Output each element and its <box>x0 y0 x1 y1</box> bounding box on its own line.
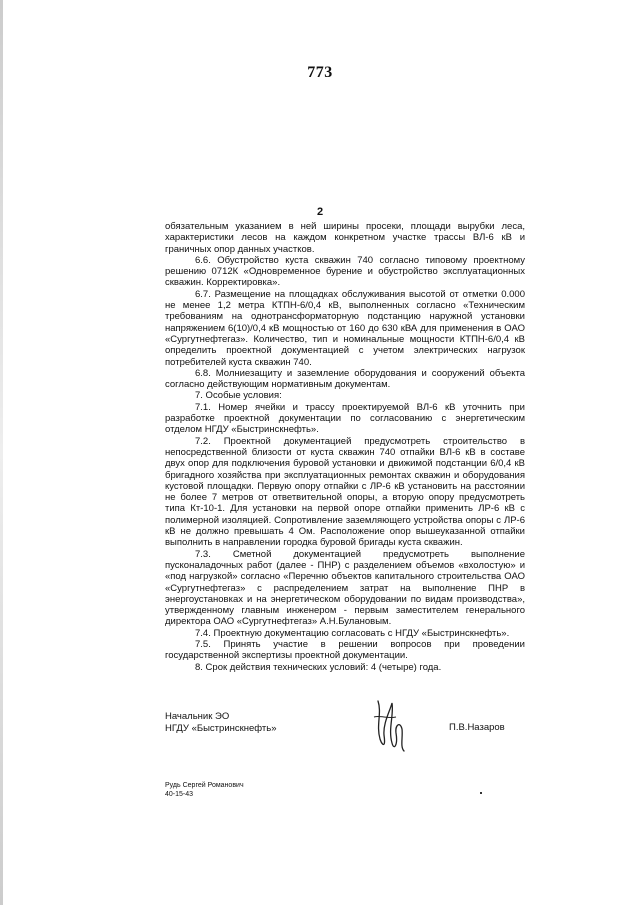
paragraph-7-3: 7.3. Сметной документацией предусмотреть выполнение пусконаладочных работ (далее - ПНР) с разделением объемов «вхолостую» и «под нагрузкой» согласно «Перечню объектов капитального строительства ОАО «Сургутнефтегаз» с распределением затрат на выполнение ПНР в энергоустановках и на энергетическом оборудовании по видам производства», утвержденному главным инженером - первым заместителем генерального директора ОАО «Сургутнефтегаз» А.Н.Булановым. <box>165 548 525 628</box>
paragraph-1: обязательным указанием в ней ширины просеки, площади вырубки леса, характеристики лесов на каждом конкретном участке трассы ВЛ-6 кВ и граничных опор данных участков. <box>165 221 525 255</box>
paragraph-6-7: 6.7. Размещение на площадках обслуживания высотой от отметки 0.000 не менее 1,2 метра КТПН-6/0,4 кВ, выполненных согласно «Техническим требованиям на однотрансформаторную подстанцию наружной установки напряжением 6(10)/0,4 кВ мощностью от 160 до 630 кВА для применения в ОАО «Сургутнефтегаз». Количество, тип и номинальные мощности КТПН-6/0,4 кВ определить проектной документацией с учетом электрических нагрузок потребителей куста скважин 740. <box>165 288 525 368</box>
document-body <box>165 221 525 673</box>
signatory-block <box>165 711 277 735</box>
contact-block <box>165 781 244 799</box>
page-number-inner: 2 <box>316 206 324 218</box>
scan-speck <box>480 792 482 794</box>
paragraph-7-5: 7.5. Принять участие в решении вопросов при проведении государственной экспертизы проектной документации. <box>165 638 525 662</box>
contact-phone: 40-15-43 <box>165 791 194 798</box>
paragraph-8: 8. Срок действия технических условий: 4 (четыре) года. <box>195 661 442 673</box>
scan-edge <box>0 0 3 905</box>
paragraph-7-header: 7. Особые условия: <box>195 390 282 402</box>
paragraph-6-8: 6.8. Молниезащиту и заземление оборудования и сооружений объекта согласно действующим нормативным документам. <box>165 367 525 391</box>
handwritten-signature-icon <box>370 695 410 755</box>
paragraph-7-2: 7.2. Проектной документацией предусмотреть строительство в непосредственной близости от куста скважин 740 отпайки ВЛ-6 кВ в составе двух опор для подключения буровой установки и движимой подстанции 6/0,4 кВ бригадного хозяйства при эксплуатационных ремонтах скважин и оборудования кустовой площадки. Первую опору отпайки с ЛР-6 кВ установить на расстоянии не более 7 метров от ответвительной опоры, а вторую опору предусмотреть типа Кт-10-1. Для установки на первой опоре отпайки применить ЛР-6 кВ с полимерной изоляцией. Сопротивление заземляющего устройства опоры с ЛР-6 кВ не должно превышать 4 Ом. Расположение опор вышеуказанной отпайки выполнить в направлении городка буровой бригады куста скважин. <box>165 435 525 549</box>
signatory-org: НГДУ «Быстринскнефть» <box>165 723 277 734</box>
page-number-top: 773 <box>307 64 333 81</box>
paragraph-7-1: 7.1. Номер ячейки и трассу проектируемой ВЛ-6 кВ уточнить при разработке проектной документации по согласованию с энергетическим отделом НГДУ «Быстринскнефть». <box>165 401 525 436</box>
paragraph-6-6: 6.6. Обустройство куста скважин 740 согласно типовому проектному решению 0712К «Одновременное бурение и обустройство эксплуатационных скважин. Корректировка». <box>165 254 525 289</box>
signatory-title: Начальник ЭО <box>165 711 230 722</box>
paragraph-7-4: 7.4. Проектную документацию согласовать с НГДУ «Быстринскнефть». <box>195 627 510 639</box>
signatory-name: П.В.Назаров <box>449 722 505 733</box>
contact-name: Рудь Сергей Романович <box>165 782 244 789</box>
